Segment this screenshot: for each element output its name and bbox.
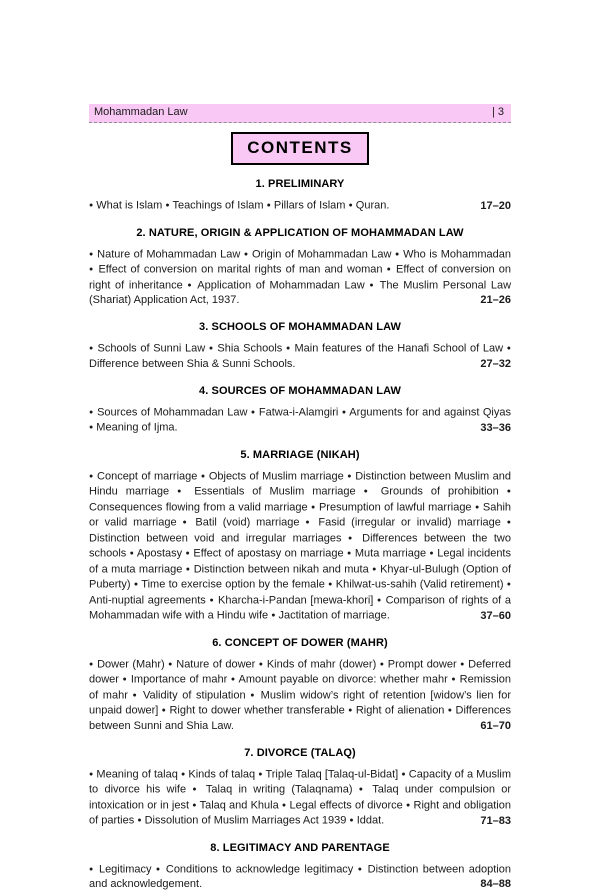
toc-section <box>89 227 511 309</box>
bullet-icon: ● <box>358 866 364 873</box>
section-heading: 1. PRELIMINARY <box>89 178 511 191</box>
section-page-range: 84–88 <box>472 877 511 892</box>
page-number-indicator: | 3 <box>492 106 506 119</box>
bullet-icon: ● <box>162 707 166 714</box>
bullet-icon: ● <box>89 251 94 258</box>
bullet-icon: ● <box>181 771 185 778</box>
bullet-icon: ● <box>133 692 139 699</box>
section-page-range: 27–32 <box>472 357 511 372</box>
bullet-icon: ● <box>209 345 214 352</box>
contents-title-row <box>89 132 511 165</box>
toc-section <box>89 178 511 214</box>
bullet-icon: ● <box>259 661 264 668</box>
bullet-icon: ● <box>137 817 141 824</box>
bullet-icon: ● <box>244 251 249 258</box>
bullet-icon: ● <box>187 282 193 289</box>
bullet-icon: ● <box>89 266 94 273</box>
content-column <box>89 0 511 892</box>
bullet-icon: ● <box>251 409 256 416</box>
section-page-range: 21–26 <box>472 293 511 308</box>
bullet-icon: ● <box>186 550 191 557</box>
contents-title: CONTENTS <box>231 132 369 165</box>
bullet-icon: ● <box>192 786 199 793</box>
toc-section <box>89 385 511 436</box>
section-page-range: 61–70 <box>472 719 511 734</box>
bullet-icon: ● <box>507 581 511 588</box>
bullet-icon: ● <box>395 251 400 258</box>
section-page-range: 33–36 <box>472 421 511 436</box>
bullet-icon: ● <box>460 661 465 668</box>
bullet-icon: ● <box>282 802 286 809</box>
bullet-icon: ● <box>250 692 256 699</box>
bullet-icon: ● <box>507 345 511 352</box>
bullet-icon: ● <box>349 817 353 824</box>
bullet-icon: ● <box>401 771 405 778</box>
section-heading: 3. SCHOOLS OF MOHAMMADAN LAW <box>89 321 511 334</box>
bullet-icon: ● <box>377 597 382 604</box>
bullet-icon: ● <box>271 612 275 619</box>
bullet-icon: ● <box>134 581 138 588</box>
section-heading: 2. NATURE, ORIGIN & APPLICATION OF MOHAMMADAN LAW <box>89 227 511 240</box>
section-heading: 8. LEGITIMACY AND PARENTAGE <box>89 842 511 855</box>
bullet-icon: ● <box>192 802 196 809</box>
section-topic-list: ● Concept of marriage ● Objects of Muslim marriage ● Distinction between Muslim and Hindu marriage ● Essentials of Muslim marriage ● Grounds of prohibition ● Consequences flowing from a valid marriage ● Presumption of lawful marriage ● Sahih or valid marriage ● Batil (void) marriage ● Fasid (irregular or invalid) marriage ● Distinction between void and irregular marriages ● Differences between the two schools ● Apostasy ● Effect of apostasy on marriage ● Muta marriage ● Legal incidents of a muta marriage ● Distinction between nikah and muta ● Khyar-ul-Bulugh (Option of Puberty) ● Time to exercise option by the female ● Khilwat-us-sahih (Valid retirement) ● Anti-nuptial agreements ● Kharcha-i-Pandan [mewa-khori] ● Comparison of rights of a Mohammadan wife with a Hindu wife ● Jactitation of marriage. 37–60 <box>89 469 511 624</box>
bullet-icon: ● <box>429 550 434 557</box>
section-heading: 7. DIVORCE (TALAQ) <box>89 747 511 760</box>
bullet-icon: ● <box>328 581 332 588</box>
section-heading: 4. SOURCES OF MOHAMMADAN LAW <box>89 385 511 398</box>
bullet-icon: ● <box>451 676 456 683</box>
running-header <box>89 104 511 123</box>
bullet-icon: ● <box>89 771 93 778</box>
bullet-icon: ● <box>342 409 347 416</box>
section-page-range: 17–20 <box>472 199 511 214</box>
toc-section <box>89 321 511 372</box>
bullet-icon: ● <box>406 802 410 809</box>
bullet-icon: ● <box>359 786 366 793</box>
bullet-icon: ● <box>231 676 236 683</box>
toc-section <box>89 747 511 829</box>
section-page-range: 37–60 <box>472 609 511 624</box>
bullet-icon: ● <box>364 488 373 495</box>
bullet-icon: ● <box>347 473 352 480</box>
bullet-icon: ● <box>89 424 93 431</box>
bullet-icon: ● <box>267 202 271 209</box>
section-topic-list: ● Dower (Mahr) ● Nature of dower ● Kinds of mahr (dower) ● Prompt dower ● Deferred dower ● Importance of mahr ● Amount payable on divorce: whether mahr ● Remission of mahr ● Validity of stipulation ● Muslim widow’s right of retention [widow’s lien for unpaid dower] ● Right to dower whether transferable ● Right of alienation ● Differences between Sunni and Shia Law. 61–70 <box>89 657 511 734</box>
bullet-icon: ● <box>305 519 312 526</box>
section-topic-list: ● Legitimacy ● Conditions to acknowledge legitimacy ● Distinction between adoption and acknowledgement. 84–88 <box>89 862 511 892</box>
bullet-icon: ● <box>168 661 173 668</box>
bullet-icon: ● <box>348 535 356 542</box>
bullet-icon: ● <box>186 566 191 573</box>
toc-section <box>89 637 511 734</box>
bullet-icon: ● <box>347 550 352 557</box>
bullet-icon: ● <box>387 266 392 273</box>
bullet-icon: ● <box>89 345 94 352</box>
section-heading: 6. CONCEPT OF DOWER (MAHR) <box>89 637 511 650</box>
bullet-icon: ● <box>177 488 186 495</box>
bullet-icon: ● <box>165 202 169 209</box>
bullet-icon: ● <box>475 504 480 511</box>
section-page-range: 71–83 <box>472 814 511 829</box>
bullet-icon: ● <box>286 345 291 352</box>
bullet-icon: ● <box>311 504 316 511</box>
bullet-icon: ● <box>182 519 189 526</box>
bullet-icon: ● <box>258 771 262 778</box>
toc-section <box>89 449 511 624</box>
section-topic-list: ● Meaning of talaq ● Kinds of talaq ● Triple Talaq [Talaq-ul-Bidat] ● Capacity of a Muslim to divorce his wife ● Talaq in writing (Talaqnama) ● Talaq under compulsion or intoxication or in jest ● Talaq and Khula ● Legal effects of divorce ● Right and obligation of parties ● Dissolution of Muslim Marriages Act 1939 ● Iddat. 71–83 <box>89 767 511 829</box>
bullet-icon: ● <box>201 473 206 480</box>
toc-section <box>89 842 511 892</box>
section-topic-list: ● What is Islam ● Teachings of Islam ● Pillars of Islam ● Quran. 17–20 <box>89 198 511 214</box>
bullet-icon: ● <box>448 707 452 714</box>
bullet-icon: ● <box>89 409 94 416</box>
bullet-icon: ● <box>89 866 95 873</box>
running-title: Mohammadan Law <box>94 106 188 119</box>
bullet-icon: ● <box>130 550 135 557</box>
section-topic-list: ● Schools of Sunni Law ● Shia Schools ● Main features of the Hanafi School of Law ● Difference between Shia & Sunni Schools. 27–32 <box>89 341 511 372</box>
bullet-icon: ● <box>348 202 352 209</box>
bullet-icon: ● <box>89 473 94 480</box>
bullet-icon: ● <box>89 202 93 209</box>
bullet-icon: ● <box>348 707 352 714</box>
bullet-icon: ● <box>210 597 215 604</box>
bullet-icon: ● <box>123 676 128 683</box>
bullet-icon: ● <box>369 282 375 289</box>
section-heading: 5. MARRIAGE (NIKAH) <box>89 449 511 462</box>
bullet-icon: ● <box>507 519 511 526</box>
bullet-icon: ● <box>380 661 385 668</box>
bullet-icon: ● <box>372 566 377 573</box>
bullet-icon: ● <box>89 661 94 668</box>
section-topic-list: ● Nature of Mohammadan Law ● Origin of Mohammadan Law ● Who is Mohammadan ● Effect of conversion on marital rights of man and woman ● Effect of conversion on right of inheritance ● Application of Mohammadan Law ● The Muslim Personal Law (Shariat) Application Act, 1937. 21–26 <box>89 247 511 309</box>
toc-section-list <box>89 178 511 892</box>
bullet-icon: ● <box>507 488 511 495</box>
section-topic-list: ● Sources of Mohammadan Law ● Fatwa-i-Alamgiri ● Arguments for and against Qiyas ● Meaning of Ijma. 33–36 <box>89 405 511 436</box>
bullet-icon: ● <box>156 866 162 873</box>
